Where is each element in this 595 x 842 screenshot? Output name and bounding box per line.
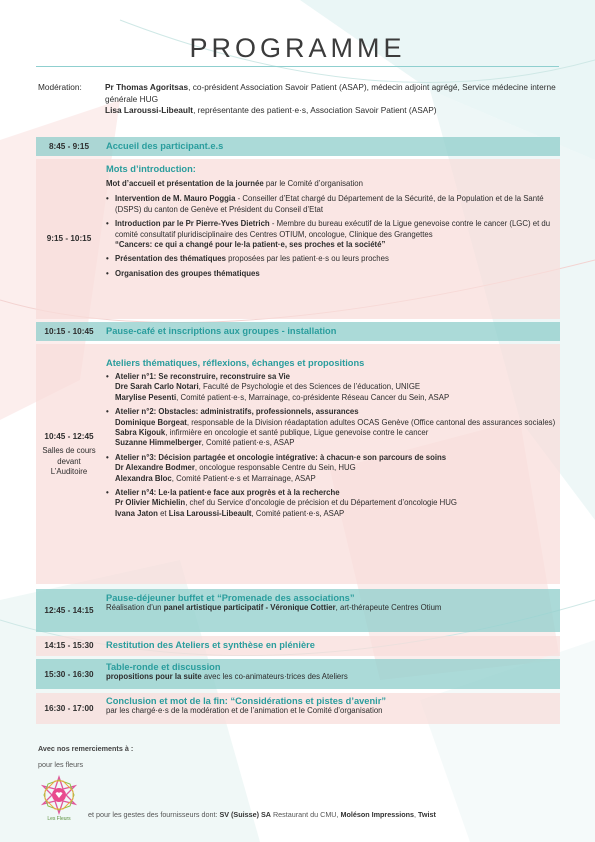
slot-title: Ateliers thématiques, réflexions, échanges et propositions [106, 358, 365, 368]
slot-content [106, 662, 556, 682]
moderator-2 [105, 105, 565, 117]
list-item [106, 219, 556, 250]
slot-title: Mots d’introduction: [106, 164, 196, 174]
thanks-heading: Avec nos remerciements à : [38, 744, 134, 753]
slot-title: Table-ronde et discussion [106, 662, 221, 672]
speaker-joiner: et [157, 508, 169, 518]
speaker-name: Suzanne Himmelberger [115, 438, 202, 448]
speaker-role: , responsable de la Division réadaptation adultes OCAS Genève (Office cantonal des assurances sociales) [186, 417, 556, 427]
slot-title: Restitution des Ateliers et synthèse en plénière [106, 640, 315, 650]
slot-description [106, 672, 556, 682]
flowers-credit: pour les fleurs [38, 760, 84, 769]
moderation-label: Modération: [38, 82, 82, 92]
list-item [106, 269, 556, 279]
moderator-2-name: Lisa Laroussi-Libeault [105, 105, 194, 115]
item-bold: Intervention de M. Mauro Poggia [115, 194, 236, 204]
slot-round-table [36, 659, 560, 689]
logo-text: Les Fleurs [47, 816, 71, 822]
slot-time: 10:45 - 12:45 [44, 432, 94, 441]
workshop-title: Atelier n°2: Obstacles: administratifs, professionnels, assurances [115, 407, 359, 417]
slot-lunch [36, 589, 560, 632]
suppliers-credit [88, 810, 436, 819]
workshop-title: Atelier n°3: Décision partagée et oncologie intégrative: à chacun·e son parcours de soins [115, 452, 447, 462]
slot-time: 9:15 - 10:15 [46, 234, 92, 243]
speaker-role: , Faculté de Psychologie et des Sciences de l’éducation, UNIGE [198, 382, 421, 392]
speaker-name: Alexandra Bloc [115, 473, 172, 483]
welcome-bold: Mot d’accueil et présentation de la journée [106, 179, 264, 188]
intro-list [106, 194, 556, 279]
speaker-role: , chef du Service d’oncologie de précision et du Département d’oncologie HUG [185, 498, 457, 508]
speaker-role: , Comité patient·e·s, Marrainage, co-présidente Réseau Cancer du Sein, ASAP [176, 392, 450, 402]
speaker-name: Dre Sarah Carlo Notari [115, 382, 199, 392]
suppliers-intro: et pour les gestes des fournisseurs dont: [88, 810, 220, 819]
speaker-name: Marylise Pesenti [115, 392, 177, 402]
slot-time: 16:30 - 17:00 [44, 704, 94, 713]
slot-content [106, 358, 556, 519]
moderator-1-name: Pr Thomas Agoritsas [105, 82, 189, 92]
speaker-name: Dr Alexandre Bodmer [115, 463, 195, 473]
slot-introduction [36, 159, 560, 319]
speaker-role: , oncologue responsable Centre du Sein, HUG [194, 463, 356, 473]
welcome-line [106, 179, 556, 189]
speaker-name: Pr Olivier Michielin [115, 498, 186, 508]
supplier-name: Moléson Impressions [340, 810, 414, 819]
slot-content [106, 696, 556, 716]
speaker-name: Lisa Laroussi-Libeault [168, 508, 252, 518]
moderator-1 [105, 82, 565, 105]
item-bold: Organisation des groupes thématiques [115, 268, 260, 278]
speaker-role: , Comité patient·e·s, ASAP [251, 508, 345, 518]
supplier-name: SV (Suisse) SA [219, 810, 271, 819]
welcome-rest: par le Comité d’organisation [263, 179, 363, 188]
moderator-2-role: , représentante des patient·e·s, Association Savoir Patient (ASAP) [193, 105, 437, 115]
slot-title: Pause-déjeuner buffet et “Promenade des associations” [106, 593, 355, 603]
item-bold: Présentation des thématiques [115, 254, 226, 264]
supplier-text: Restaurant du CMU, [270, 810, 341, 819]
item-text: - Conseiller d’Etat chargé du Département de la Sécurité, de la Population et de la Santé (DSPS) du canton de Genève et Président du Conseil d’Etat [115, 194, 544, 214]
slot-time: 14:15 - 15:30 [44, 641, 94, 650]
list-item [106, 194, 556, 215]
item-text: proposées par les patient·e·s ou leurs proches [225, 254, 389, 264]
slot-title: Conclusion et mot de la fin: “Considérations et pistes d’avenir” [106, 696, 386, 706]
moderation-text [105, 82, 565, 117]
slot-coffee-break [36, 322, 560, 341]
speaker-name: Sabra Kigouk [115, 428, 166, 438]
slot-title: Accueil des participant.e.s [106, 141, 224, 151]
workshop-list [106, 372, 556, 519]
supplier-separator: , [414, 810, 418, 819]
speaker-role: , Comité Patient·e·s et Marrainage, ASAP [171, 473, 316, 483]
slot-restitution [36, 636, 560, 656]
item-text: - Membre du bureau exécutif de la Ligue genevoise contre le cancer (LGC) et du comité consultatif pluridisciplinaire des Centres OTIUM, oncologue, Clinique des Grangettes [115, 219, 551, 239]
slot-conclusion [36, 693, 560, 724]
slot-description [106, 603, 556, 613]
slot-time: 12:45 - 14:15 [44, 606, 94, 615]
workshop-title: Atelier n°1: Se reconstruire, reconstruire sa Vie [115, 372, 291, 381]
workshop-item [106, 453, 556, 484]
slot-location: Salles de cours devant L’Auditoire [42, 446, 96, 476]
slot-time: 15:30 - 16:30 [44, 670, 94, 679]
moderator-1-role: , co-président Association Savoir Patient (ASAP), médecin adjoint agrégé, Service médecine interne générale HUG [105, 82, 556, 104]
desc-bold: propositions pour la suite [106, 672, 202, 681]
desc-text: avec les co-animateurs·trices des Ateliers [201, 672, 348, 681]
desc-bold: panel artistique participatif - Véronique Cottier [163, 603, 336, 612]
speaker-name: Dominique Borgeat [115, 417, 187, 427]
florist-logo [38, 773, 80, 823]
slot-welcome [36, 137, 560, 156]
slot-title: Pause-café et inscriptions aux groupes - installation [106, 326, 337, 336]
workshop-item [106, 488, 556, 519]
page-title: PROGRAMME [189, 33, 406, 63]
slot-time: 8:45 - 9:15 [48, 142, 90, 151]
speaker-role: , infirmière en oncologie et santé publique, Ligue genevoise contre le cancer [165, 428, 429, 438]
speaker-role: , Comité patient·e·s, ASAP [201, 438, 295, 448]
workshop-item [106, 407, 556, 449]
slot-content [106, 593, 556, 613]
supplier-name: Twist [418, 810, 436, 819]
speaker-name: Ivana Jaton [115, 508, 158, 518]
desc-text: , art-thérapeute Centres Otium [335, 603, 442, 612]
talk-title: “Cancers: ce qui a changé pour le·la patient·e, ses proches et la société” [115, 240, 386, 250]
item-bold: Introduction par le Pr Pierre-Yves Dietrich [115, 219, 270, 229]
slot-content [106, 164, 556, 279]
slot-description: par les chargé·e·s de la modération et de l’animation et le Comité d’organisation [106, 706, 383, 715]
workshop-item [106, 372, 556, 403]
workshop-title: Atelier n°4: Le·la patient·e face aux progrès et à la recherche [115, 488, 340, 498]
slot-workshops [36, 344, 560, 584]
list-item [106, 254, 556, 264]
slot-time: 10:15 - 10:45 [44, 327, 94, 336]
title-divider [36, 66, 559, 67]
desc-text: Réalisation d’un [106, 603, 164, 612]
